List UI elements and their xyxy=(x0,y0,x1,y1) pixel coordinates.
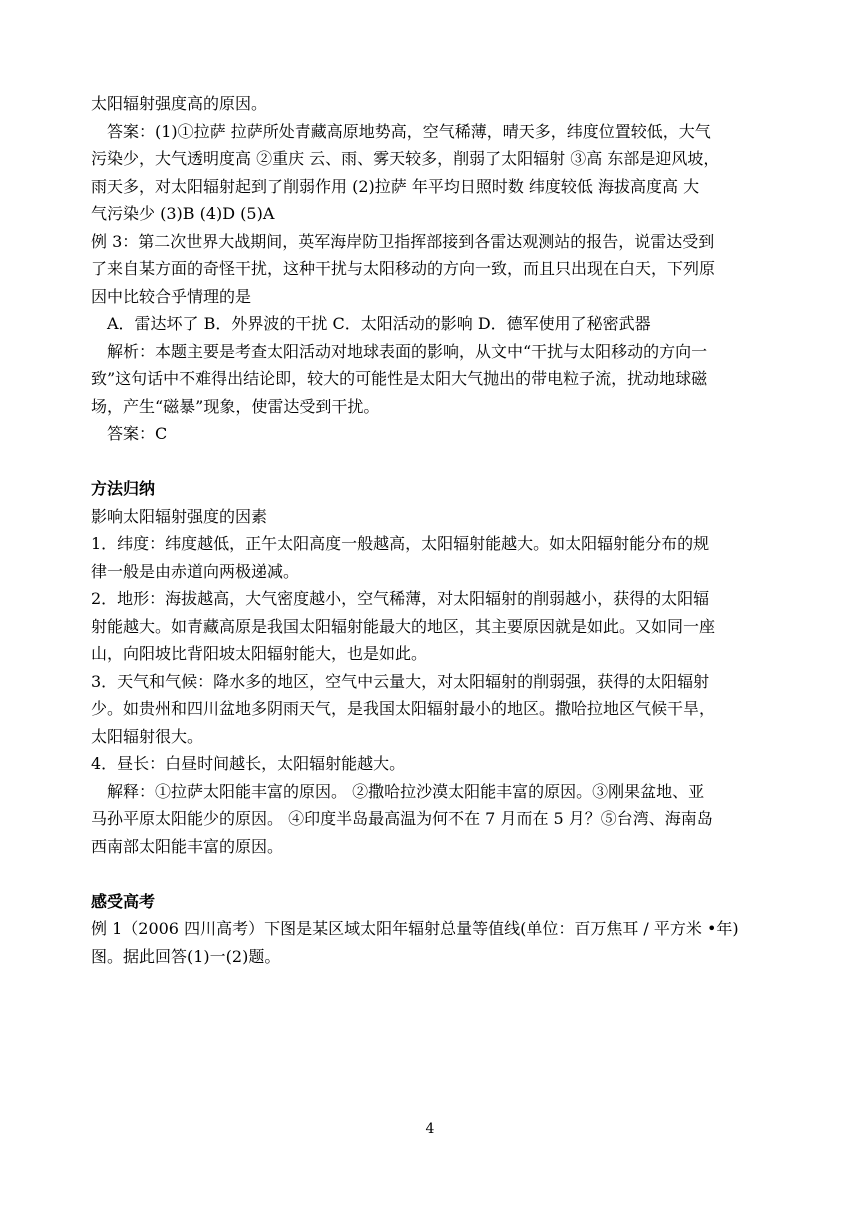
text-line: 图。据此回答(1)一(2)题。 xyxy=(91,946,281,966)
example-3-line: 例 3：第二次世界大战期间，英军海岸防卫指挥部接到各雷达观测站的报告，说雷达受到 xyxy=(91,231,715,251)
method-heading: 方法归纳 xyxy=(91,479,156,498)
text-line: 太阳辐射强度高的原因。 xyxy=(91,94,268,113)
document-body xyxy=(91,90,779,970)
text-line: 3．天气和气候：降水多的地区，空气中云量大，对太阳辐射的削弱强，获得的太阳辐射 xyxy=(91,671,710,691)
text-line: 4．昼长：白昼时间越长，太阳辐射能越大。 xyxy=(91,754,406,773)
text-line: 场，产生“磁暴”现象，使雷达受到干扰。 xyxy=(91,396,380,416)
answer-line: 答案：C xyxy=(107,424,168,443)
analysis-line: 解析：本题主要是考查太阳活动对地球表面的影响，从文中“干扰与太阳移动的方向一 xyxy=(107,341,708,361)
text-line: 2．地形：海拔越高，大气密度越小，空气稀薄，对太阳辐射的削弱越小，获得的太阳辐 xyxy=(91,589,710,608)
exam-heading: 感受高考 xyxy=(91,891,156,911)
text-line: 致”这句话中不难得出结论即，较大的可能性是太阳大气抛出的带电粒子流，扰动地球磁 xyxy=(91,369,708,388)
options-line: A．雷达坏了 B．外界波的干扰 C．太阳活动的影响 D．德军使用了秘密武器 xyxy=(107,314,651,333)
text-line: 马孙平原太阳能少的原因。 ④印度半岛最高温为何不在 7 月而在 5 月？⑤台湾、海南岛 xyxy=(91,809,713,828)
explanation-line: 解释：①拉萨太阳能丰富的原因。 ②撒哈拉沙漠太阳能丰富的原因。③刚果盆地、亚 xyxy=(107,781,705,801)
text-line: 气污染少 (3)B (4)D (5)A xyxy=(91,204,275,223)
text-line: 影响太阳辐射强度的因素 xyxy=(91,506,268,526)
text-line: 律一般是由赤道向两极递减。 xyxy=(91,561,300,581)
answer-line: 答案：(1)①拉萨 拉萨所处青藏高原地势高，空气稀薄，晴天多，纬度位置较低，大气 xyxy=(107,121,711,141)
text-line: 1．纬度：纬度越低，正午太阳高度一般越高，太阳辐射能越大。如太阳辐射能分布的规 xyxy=(91,534,710,553)
text-line: 少。如贵州和四川盆地多阴雨天气，是我国太阳辐射最小的地区。撒哈拉地区气候干旱， xyxy=(91,699,716,718)
text-line: 太阳辐射很大。 xyxy=(91,726,204,746)
text-line: 西南部太阳能丰富的原因。 xyxy=(91,836,284,856)
text-line: 因中比较合乎情理的是 xyxy=(91,286,252,306)
text-line: 雨天多，对太阳辐射起到了削弱作用 (2)拉萨 年平均日照时数 纬度较低 海拔高度高 大 xyxy=(91,176,700,196)
text-line: 山，向阳坡比背阳坡太阳辐射能大，也是如此。 xyxy=(91,644,428,663)
page-number: 4 xyxy=(425,1121,435,1137)
text-line: 污染少，大气透明度高 ②重庆 云、雨、雾天较多，削弱了太阳辐射 ③高 东部是迎风坡， xyxy=(91,149,720,168)
text-line: 射能越大。如青藏高原是我国太阳辐射能最大的地区，其主要原因就是如此。又如同一座 xyxy=(91,616,716,636)
text-line: 了来自某方面的奇怪干扰，这种干扰与太阳移动的方向一致，而且只出现在白天，下列原 xyxy=(91,259,716,278)
text-line: 例 1（2006 四川高考）下图是某区域太阳年辐射总量等值线(单位：百万焦耳 / 平方米 •年) xyxy=(91,919,739,938)
